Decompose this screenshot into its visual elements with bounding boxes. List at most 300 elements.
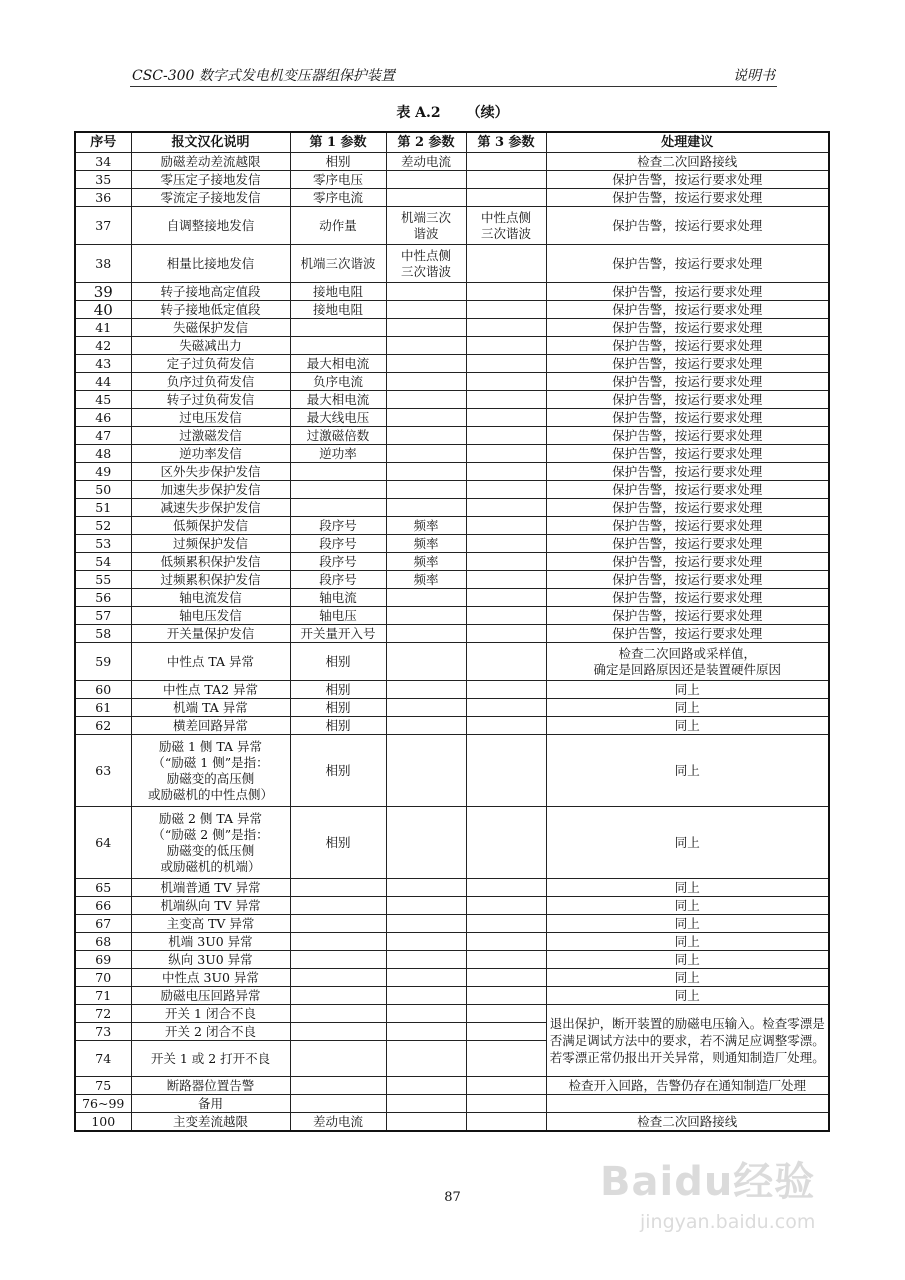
cell-message: 加速失步保护发信 bbox=[131, 481, 290, 499]
cell-message: 横差回路异常 bbox=[131, 717, 290, 735]
cell-empty bbox=[290, 1005, 386, 1023]
cell-message: 开关 1 或 2 打开不良 bbox=[131, 1041, 290, 1077]
cell-message: 开关 1 闭合不良 bbox=[131, 1005, 290, 1023]
cell-message: 低频保护发信 bbox=[131, 517, 290, 535]
cell-param-3 bbox=[466, 951, 546, 969]
cell-param-1: 差动电流 bbox=[290, 1113, 386, 1132]
cell-number: 41 bbox=[75, 319, 131, 337]
cell-message: 中性点 TA2 异常 bbox=[131, 681, 290, 699]
cell-param-1 bbox=[290, 499, 386, 517]
cell-empty bbox=[290, 1041, 386, 1077]
cell-message: 转子接地低定值段 bbox=[131, 301, 290, 319]
cell-number: 37 bbox=[75, 207, 131, 245]
table-row bbox=[75, 589, 829, 607]
cell-number: 59 bbox=[75, 643, 131, 681]
cell-param-2 bbox=[386, 481, 466, 499]
cell-param-2 bbox=[386, 735, 466, 807]
cell-param-2 bbox=[386, 879, 466, 897]
cell-message: 过频保护发信 bbox=[131, 535, 290, 553]
cell-param-3 bbox=[466, 301, 546, 319]
table-row bbox=[75, 153, 829, 171]
cell-advice: 保护告警，按运行要求处理 bbox=[546, 319, 829, 337]
cell-advice: 保护告警，按运行要求处理 bbox=[546, 207, 829, 245]
cell-param-1: 相别 bbox=[290, 699, 386, 717]
cell-number: 64 bbox=[75, 807, 131, 879]
cell-param-3 bbox=[466, 283, 546, 301]
cell-advice: 保护告警，按运行要求处理 bbox=[546, 553, 829, 571]
table-row bbox=[75, 427, 829, 445]
cell-param-1: 轴电压 bbox=[290, 607, 386, 625]
cell-param-1: 相别 bbox=[290, 153, 386, 171]
cell-param-3 bbox=[466, 643, 546, 681]
cell-advice: 保护告警，按运行要求处理 bbox=[546, 171, 829, 189]
cell-param-1 bbox=[290, 897, 386, 915]
cell-advice: 检查二次回路接线 bbox=[546, 1113, 829, 1132]
cell-param-3 bbox=[466, 699, 546, 717]
table-row bbox=[75, 571, 829, 589]
cell-number: 45 bbox=[75, 391, 131, 409]
cell-advice: 保护告警，按运行要求处理 bbox=[546, 517, 829, 535]
cell-param-3 bbox=[466, 915, 546, 933]
cell-advice: 保护告警，按运行要求处理 bbox=[546, 245, 829, 283]
cell-param-2 bbox=[386, 319, 466, 337]
cell-param-1 bbox=[290, 951, 386, 969]
document-title: CSC-300 数字式发电机变压器组保护装置 bbox=[132, 68, 395, 84]
cell-empty bbox=[466, 1005, 546, 1023]
cell-message: 定子过负荷发信 bbox=[131, 355, 290, 373]
cell-param-3 bbox=[466, 355, 546, 373]
cell-param-3 bbox=[466, 717, 546, 735]
cell-empty bbox=[466, 1041, 546, 1077]
cell-advice: 保护告警，按运行要求处理 bbox=[546, 481, 829, 499]
cell-number: 75 bbox=[75, 1077, 131, 1095]
cell-param-3 bbox=[466, 571, 546, 589]
cell-message: 励磁差动差流越限 bbox=[131, 153, 290, 171]
cell-advice: 保护告警，按运行要求处理 bbox=[546, 283, 829, 301]
cell-param-1: 最大线电压 bbox=[290, 409, 386, 427]
cell-message: 失磁保护发信 bbox=[131, 319, 290, 337]
cell-number: 54 bbox=[75, 553, 131, 571]
table-row bbox=[75, 171, 829, 189]
cell-param-3 bbox=[466, 409, 546, 427]
cell-number: 100 bbox=[75, 1113, 131, 1132]
cell-param-1: 段序号 bbox=[290, 517, 386, 535]
cell-advice: 保护告警，按运行要求处理 bbox=[546, 391, 829, 409]
cell-param-2 bbox=[386, 373, 466, 391]
cell-param-1: 负序电流 bbox=[290, 373, 386, 391]
column-header: 第 3 参数 bbox=[466, 132, 546, 153]
table-row bbox=[75, 1077, 829, 1095]
cell-param-1 bbox=[290, 1095, 386, 1113]
table-row bbox=[75, 517, 829, 535]
cell-param-1: 相别 bbox=[290, 735, 386, 807]
cell-message: 区外失步保护发信 bbox=[131, 463, 290, 481]
table-row bbox=[75, 879, 829, 897]
table-row bbox=[75, 1113, 829, 1132]
cell-param-2: 频率 bbox=[386, 571, 466, 589]
cell-number: 66 bbox=[75, 897, 131, 915]
cell-param-1: 零序电压 bbox=[290, 171, 386, 189]
cell-param-2 bbox=[386, 625, 466, 643]
cell-empty bbox=[290, 1023, 386, 1041]
cell-number: 35 bbox=[75, 171, 131, 189]
cell-param-2 bbox=[386, 463, 466, 481]
cell-param-2 bbox=[386, 897, 466, 915]
cell-advice: 退出保护，断开装置的励磁电压输入。检查零漂是否满足调试方法中的要求，若不满足应调整零漂。若零漂正常仍报出开关异常，则通知制造厂处理。 bbox=[546, 1005, 829, 1077]
cell-number: 38 bbox=[75, 245, 131, 283]
cell-number: 56 bbox=[75, 589, 131, 607]
cell-number: 76~99 bbox=[75, 1095, 131, 1113]
cell-message: 负序过负荷发信 bbox=[131, 373, 290, 391]
cell-message: 逆功率发信 bbox=[131, 445, 290, 463]
cell-message: 减速失步保护发信 bbox=[131, 499, 290, 517]
cell-advice: 同上 bbox=[546, 933, 829, 951]
table-row bbox=[75, 481, 829, 499]
page-header bbox=[130, 60, 777, 87]
cell-number: 72 bbox=[75, 1005, 131, 1023]
cell-message: 中性点 3U0 异常 bbox=[131, 969, 290, 987]
cell-param-2 bbox=[386, 1077, 466, 1095]
table-header-row bbox=[75, 132, 829, 153]
cell-param-1: 接地电阻 bbox=[290, 301, 386, 319]
cell-param-1: 机端三次谐波 bbox=[290, 245, 386, 283]
cell-param-3 bbox=[466, 969, 546, 987]
cell-param-2 bbox=[386, 283, 466, 301]
cell-param-2 bbox=[386, 589, 466, 607]
cell-message: 机端 TA 异常 bbox=[131, 699, 290, 717]
table-row bbox=[75, 699, 829, 717]
cell-param-2 bbox=[386, 1095, 466, 1113]
cell-number: 49 bbox=[75, 463, 131, 481]
cell-message: 中性点 TA 异常 bbox=[131, 643, 290, 681]
cell-param-3 bbox=[466, 245, 546, 283]
baidu-watermark bbox=[600, 1150, 890, 1260]
cell-param-3 bbox=[466, 153, 546, 171]
table-row bbox=[75, 735, 829, 807]
cell-number: 46 bbox=[75, 409, 131, 427]
table-caption bbox=[0, 102, 905, 122]
table-row bbox=[75, 499, 829, 517]
cell-advice: 保护告警，按运行要求处理 bbox=[546, 445, 829, 463]
table-label: 表 A.2 bbox=[396, 105, 441, 121]
cell-number: 52 bbox=[75, 517, 131, 535]
cell-param-2 bbox=[386, 337, 466, 355]
cell-number: 42 bbox=[75, 337, 131, 355]
column-header: 第 1 参数 bbox=[290, 132, 386, 153]
cell-param-1: 段序号 bbox=[290, 535, 386, 553]
cell-advice: 检查开入回路，告警仍存在通知制造厂处理 bbox=[546, 1077, 829, 1095]
cell-param-3 bbox=[466, 499, 546, 517]
cell-param-3 bbox=[466, 625, 546, 643]
cell-empty bbox=[386, 1005, 466, 1023]
cell-number: 43 bbox=[75, 355, 131, 373]
cell-advice: 保护告警，按运行要求处理 bbox=[546, 427, 829, 445]
cell-param-1 bbox=[290, 337, 386, 355]
table-row bbox=[75, 643, 829, 681]
cell-empty bbox=[466, 1023, 546, 1041]
cell-param-3 bbox=[466, 319, 546, 337]
cell-message: 轴电流发信 bbox=[131, 589, 290, 607]
cell-param-2: 机端三次 谐波 bbox=[386, 207, 466, 245]
cell-message: 励磁电压回路异常 bbox=[131, 987, 290, 1005]
cell-param-3 bbox=[466, 607, 546, 625]
cell-param-3 bbox=[466, 681, 546, 699]
cell-advice: 同上 bbox=[546, 807, 829, 879]
cell-param-1: 相别 bbox=[290, 643, 386, 681]
cell-advice: 保护告警，按运行要求处理 bbox=[546, 607, 829, 625]
cell-param-2 bbox=[386, 699, 466, 717]
cell-param-2 bbox=[386, 427, 466, 445]
column-header: 第 2 参数 bbox=[386, 132, 466, 153]
cell-advice: 检查二次回路或采样值， 确定是回路原因还是装置硬件原因 bbox=[546, 643, 829, 681]
cell-param-3 bbox=[466, 189, 546, 207]
cell-param-1 bbox=[290, 319, 386, 337]
cell-advice bbox=[546, 1095, 829, 1113]
table-row bbox=[75, 301, 829, 319]
table-row bbox=[75, 951, 829, 969]
cell-advice: 同上 bbox=[546, 735, 829, 807]
table-row bbox=[75, 1095, 829, 1113]
cell-advice: 同上 bbox=[546, 897, 829, 915]
table-row bbox=[75, 897, 829, 915]
cell-message: 主变差流越限 bbox=[131, 1113, 290, 1132]
table-row bbox=[75, 535, 829, 553]
cell-message: 低频累积保护发信 bbox=[131, 553, 290, 571]
cell-advice: 保护告警，按运行要求处理 bbox=[546, 355, 829, 373]
cell-param-2 bbox=[386, 301, 466, 319]
cell-number: 73 bbox=[75, 1023, 131, 1041]
cell-number: 44 bbox=[75, 373, 131, 391]
cell-number: 51 bbox=[75, 499, 131, 517]
cell-number: 60 bbox=[75, 681, 131, 699]
cell-param-2 bbox=[386, 643, 466, 681]
cell-advice: 保护告警，按运行要求处理 bbox=[546, 373, 829, 391]
cell-number: 57 bbox=[75, 607, 131, 625]
cell-advice: 同上 bbox=[546, 717, 829, 735]
cell-advice: 同上 bbox=[546, 879, 829, 897]
cell-number: 55 bbox=[75, 571, 131, 589]
cell-advice: 同上 bbox=[546, 951, 829, 969]
cell-param-1: 最大相电流 bbox=[290, 355, 386, 373]
cell-param-2 bbox=[386, 607, 466, 625]
cell-param-2: 中性点侧 三次谐波 bbox=[386, 245, 466, 283]
cell-param-2 bbox=[386, 987, 466, 1005]
cell-advice: 保护告警，按运行要求处理 bbox=[546, 189, 829, 207]
cell-message: 零流定子接地发信 bbox=[131, 189, 290, 207]
cell-number: 40 bbox=[75, 301, 131, 319]
cell-message: 失磁减出力 bbox=[131, 337, 290, 355]
cell-advice: 保护告警，按运行要求处理 bbox=[546, 409, 829, 427]
cell-param-1: 轴电流 bbox=[290, 589, 386, 607]
cell-param-3 bbox=[466, 807, 546, 879]
cell-message: 励磁 1 侧 TA 异常 （“励磁 1 侧”是指： 励磁变的高压侧 或励磁机的中性点侧） bbox=[131, 735, 290, 807]
table-row bbox=[75, 807, 829, 879]
cell-param-3 bbox=[466, 589, 546, 607]
cell-number: 48 bbox=[75, 445, 131, 463]
table-row bbox=[75, 207, 829, 245]
column-header: 报文汉化说明 bbox=[131, 132, 290, 153]
cell-number: 36 bbox=[75, 189, 131, 207]
cell-param-1 bbox=[290, 1077, 386, 1095]
cell-empty bbox=[386, 1041, 466, 1077]
cell-param-2 bbox=[386, 807, 466, 879]
cell-message: 轴电压发信 bbox=[131, 607, 290, 625]
cell-param-1: 逆功率 bbox=[290, 445, 386, 463]
table-row bbox=[75, 445, 829, 463]
cell-message: 纵向 3U0 异常 bbox=[131, 951, 290, 969]
cell-advice: 检查二次回路接线 bbox=[546, 153, 829, 171]
table-body bbox=[75, 153, 829, 1132]
table-row bbox=[75, 319, 829, 337]
cell-param-2 bbox=[386, 933, 466, 951]
cell-message: 机端纵向 TV 异常 bbox=[131, 897, 290, 915]
table-row bbox=[75, 245, 829, 283]
cell-advice: 同上 bbox=[546, 969, 829, 987]
cell-param-1 bbox=[290, 933, 386, 951]
cell-param-2: 频率 bbox=[386, 535, 466, 553]
cell-advice: 同上 bbox=[546, 915, 829, 933]
cell-param-1: 最大相电流 bbox=[290, 391, 386, 409]
cell-number: 63 bbox=[75, 735, 131, 807]
cell-message: 过电压发信 bbox=[131, 409, 290, 427]
cell-param-3 bbox=[466, 1077, 546, 1095]
cell-param-1 bbox=[290, 879, 386, 897]
cell-message: 转子过负荷发信 bbox=[131, 391, 290, 409]
table-row bbox=[75, 553, 829, 571]
cell-message: 机端 3U0 异常 bbox=[131, 933, 290, 951]
cell-param-3 bbox=[466, 1113, 546, 1132]
cell-param-1: 相别 bbox=[290, 717, 386, 735]
cell-advice: 保护告警，按运行要求处理 bbox=[546, 463, 829, 481]
cell-param-3 bbox=[466, 553, 546, 571]
cell-param-1 bbox=[290, 481, 386, 499]
document-type: 说明书 bbox=[733, 68, 775, 84]
cell-advice: 同上 bbox=[546, 681, 829, 699]
cell-message: 励磁 2 侧 TA 异常 （“励磁 2 侧”是指： 励磁变的低压侧 或励磁机的机端） bbox=[131, 807, 290, 879]
cell-message: 开关量保护发信 bbox=[131, 625, 290, 643]
cell-param-1: 开关量开入号 bbox=[290, 625, 386, 643]
cell-message: 开关 2 闭合不良 bbox=[131, 1023, 290, 1041]
cell-number: 62 bbox=[75, 717, 131, 735]
cell-param-3 bbox=[466, 879, 546, 897]
cell-param-1 bbox=[290, 969, 386, 987]
cell-param-1: 段序号 bbox=[290, 553, 386, 571]
cell-advice: 保护告警，按运行要求处理 bbox=[546, 301, 829, 319]
cell-param-3: 中性点侧 三次谐波 bbox=[466, 207, 546, 245]
cell-advice: 同上 bbox=[546, 699, 829, 717]
cell-advice: 保护告警，按运行要求处理 bbox=[546, 625, 829, 643]
cell-message: 备用 bbox=[131, 1095, 290, 1113]
cell-param-3 bbox=[466, 391, 546, 409]
table-continued-note: （续） bbox=[466, 105, 509, 121]
cell-param-1: 过激磁倍数 bbox=[290, 427, 386, 445]
cell-number: 69 bbox=[75, 951, 131, 969]
table-row bbox=[75, 625, 829, 643]
table-row bbox=[75, 717, 829, 735]
cell-param-2 bbox=[386, 355, 466, 373]
cell-param-3 bbox=[466, 445, 546, 463]
cell-param-2 bbox=[386, 171, 466, 189]
column-header: 处理建议 bbox=[546, 132, 829, 153]
cell-empty bbox=[386, 1023, 466, 1041]
cell-param-1 bbox=[290, 463, 386, 481]
table-row bbox=[75, 189, 829, 207]
cell-param-1: 零序电流 bbox=[290, 189, 386, 207]
cell-param-3 bbox=[466, 427, 546, 445]
cell-param-1: 相别 bbox=[290, 681, 386, 699]
cell-message: 过激磁发信 bbox=[131, 427, 290, 445]
cell-param-1 bbox=[290, 915, 386, 933]
cell-advice: 保护告警，按运行要求处理 bbox=[546, 589, 829, 607]
cell-number: 71 bbox=[75, 987, 131, 1005]
cell-number: 34 bbox=[75, 153, 131, 171]
table-row bbox=[75, 283, 829, 301]
cell-param-3 bbox=[466, 535, 546, 553]
cell-param-1: 段序号 bbox=[290, 571, 386, 589]
watermark-url: jingyan.baidu.com bbox=[640, 1211, 816, 1233]
cell-param-2 bbox=[386, 499, 466, 517]
table-row bbox=[75, 391, 829, 409]
cell-advice: 保护告警，按运行要求处理 bbox=[546, 337, 829, 355]
cell-param-3 bbox=[466, 373, 546, 391]
cell-number: 53 bbox=[75, 535, 131, 553]
table-row bbox=[75, 607, 829, 625]
cell-message: 自调整接地发信 bbox=[131, 207, 290, 245]
cell-param-2: 差动电流 bbox=[386, 153, 466, 171]
cell-number: 61 bbox=[75, 699, 131, 717]
table-row bbox=[75, 463, 829, 481]
page-number: 87 bbox=[444, 1190, 461, 1205]
cell-param-1 bbox=[290, 987, 386, 1005]
table-row bbox=[75, 1005, 829, 1023]
column-header: 序号 bbox=[75, 132, 131, 153]
cell-advice: 保护告警，按运行要求处理 bbox=[546, 571, 829, 589]
cell-number: 50 bbox=[75, 481, 131, 499]
table-row bbox=[75, 915, 829, 933]
cell-number: 68 bbox=[75, 933, 131, 951]
cell-param-1: 动作量 bbox=[290, 207, 386, 245]
cell-param-3 bbox=[466, 171, 546, 189]
cell-param-3 bbox=[466, 481, 546, 499]
cell-advice: 保护告警，按运行要求处理 bbox=[546, 499, 829, 517]
cell-message: 零压定子接地发信 bbox=[131, 171, 290, 189]
cell-number: 65 bbox=[75, 879, 131, 897]
cell-param-2 bbox=[386, 915, 466, 933]
table-row bbox=[75, 933, 829, 951]
cell-number: 74 bbox=[75, 1041, 131, 1077]
table-row bbox=[75, 969, 829, 987]
cell-message: 相量比接地发信 bbox=[131, 245, 290, 283]
cell-advice: 保护告警，按运行要求处理 bbox=[546, 535, 829, 553]
table-row bbox=[75, 373, 829, 391]
message-table bbox=[74, 131, 830, 1132]
cell-param-2: 频率 bbox=[386, 517, 466, 535]
table-row bbox=[75, 681, 829, 699]
cell-number: 70 bbox=[75, 969, 131, 987]
cell-param-2 bbox=[386, 969, 466, 987]
cell-param-3 bbox=[466, 735, 546, 807]
cell-param-2 bbox=[386, 409, 466, 427]
cell-param-3 bbox=[466, 337, 546, 355]
cell-param-3 bbox=[466, 517, 546, 535]
cell-number: 39 bbox=[75, 283, 131, 301]
cell-param-3 bbox=[466, 987, 546, 1005]
cell-param-1: 相别 bbox=[290, 807, 386, 879]
cell-message: 转子接地高定值段 bbox=[131, 283, 290, 301]
cell-param-3 bbox=[466, 463, 546, 481]
cell-param-2 bbox=[386, 445, 466, 463]
watermark-logo: Baidu经验 bbox=[600, 1159, 816, 1205]
